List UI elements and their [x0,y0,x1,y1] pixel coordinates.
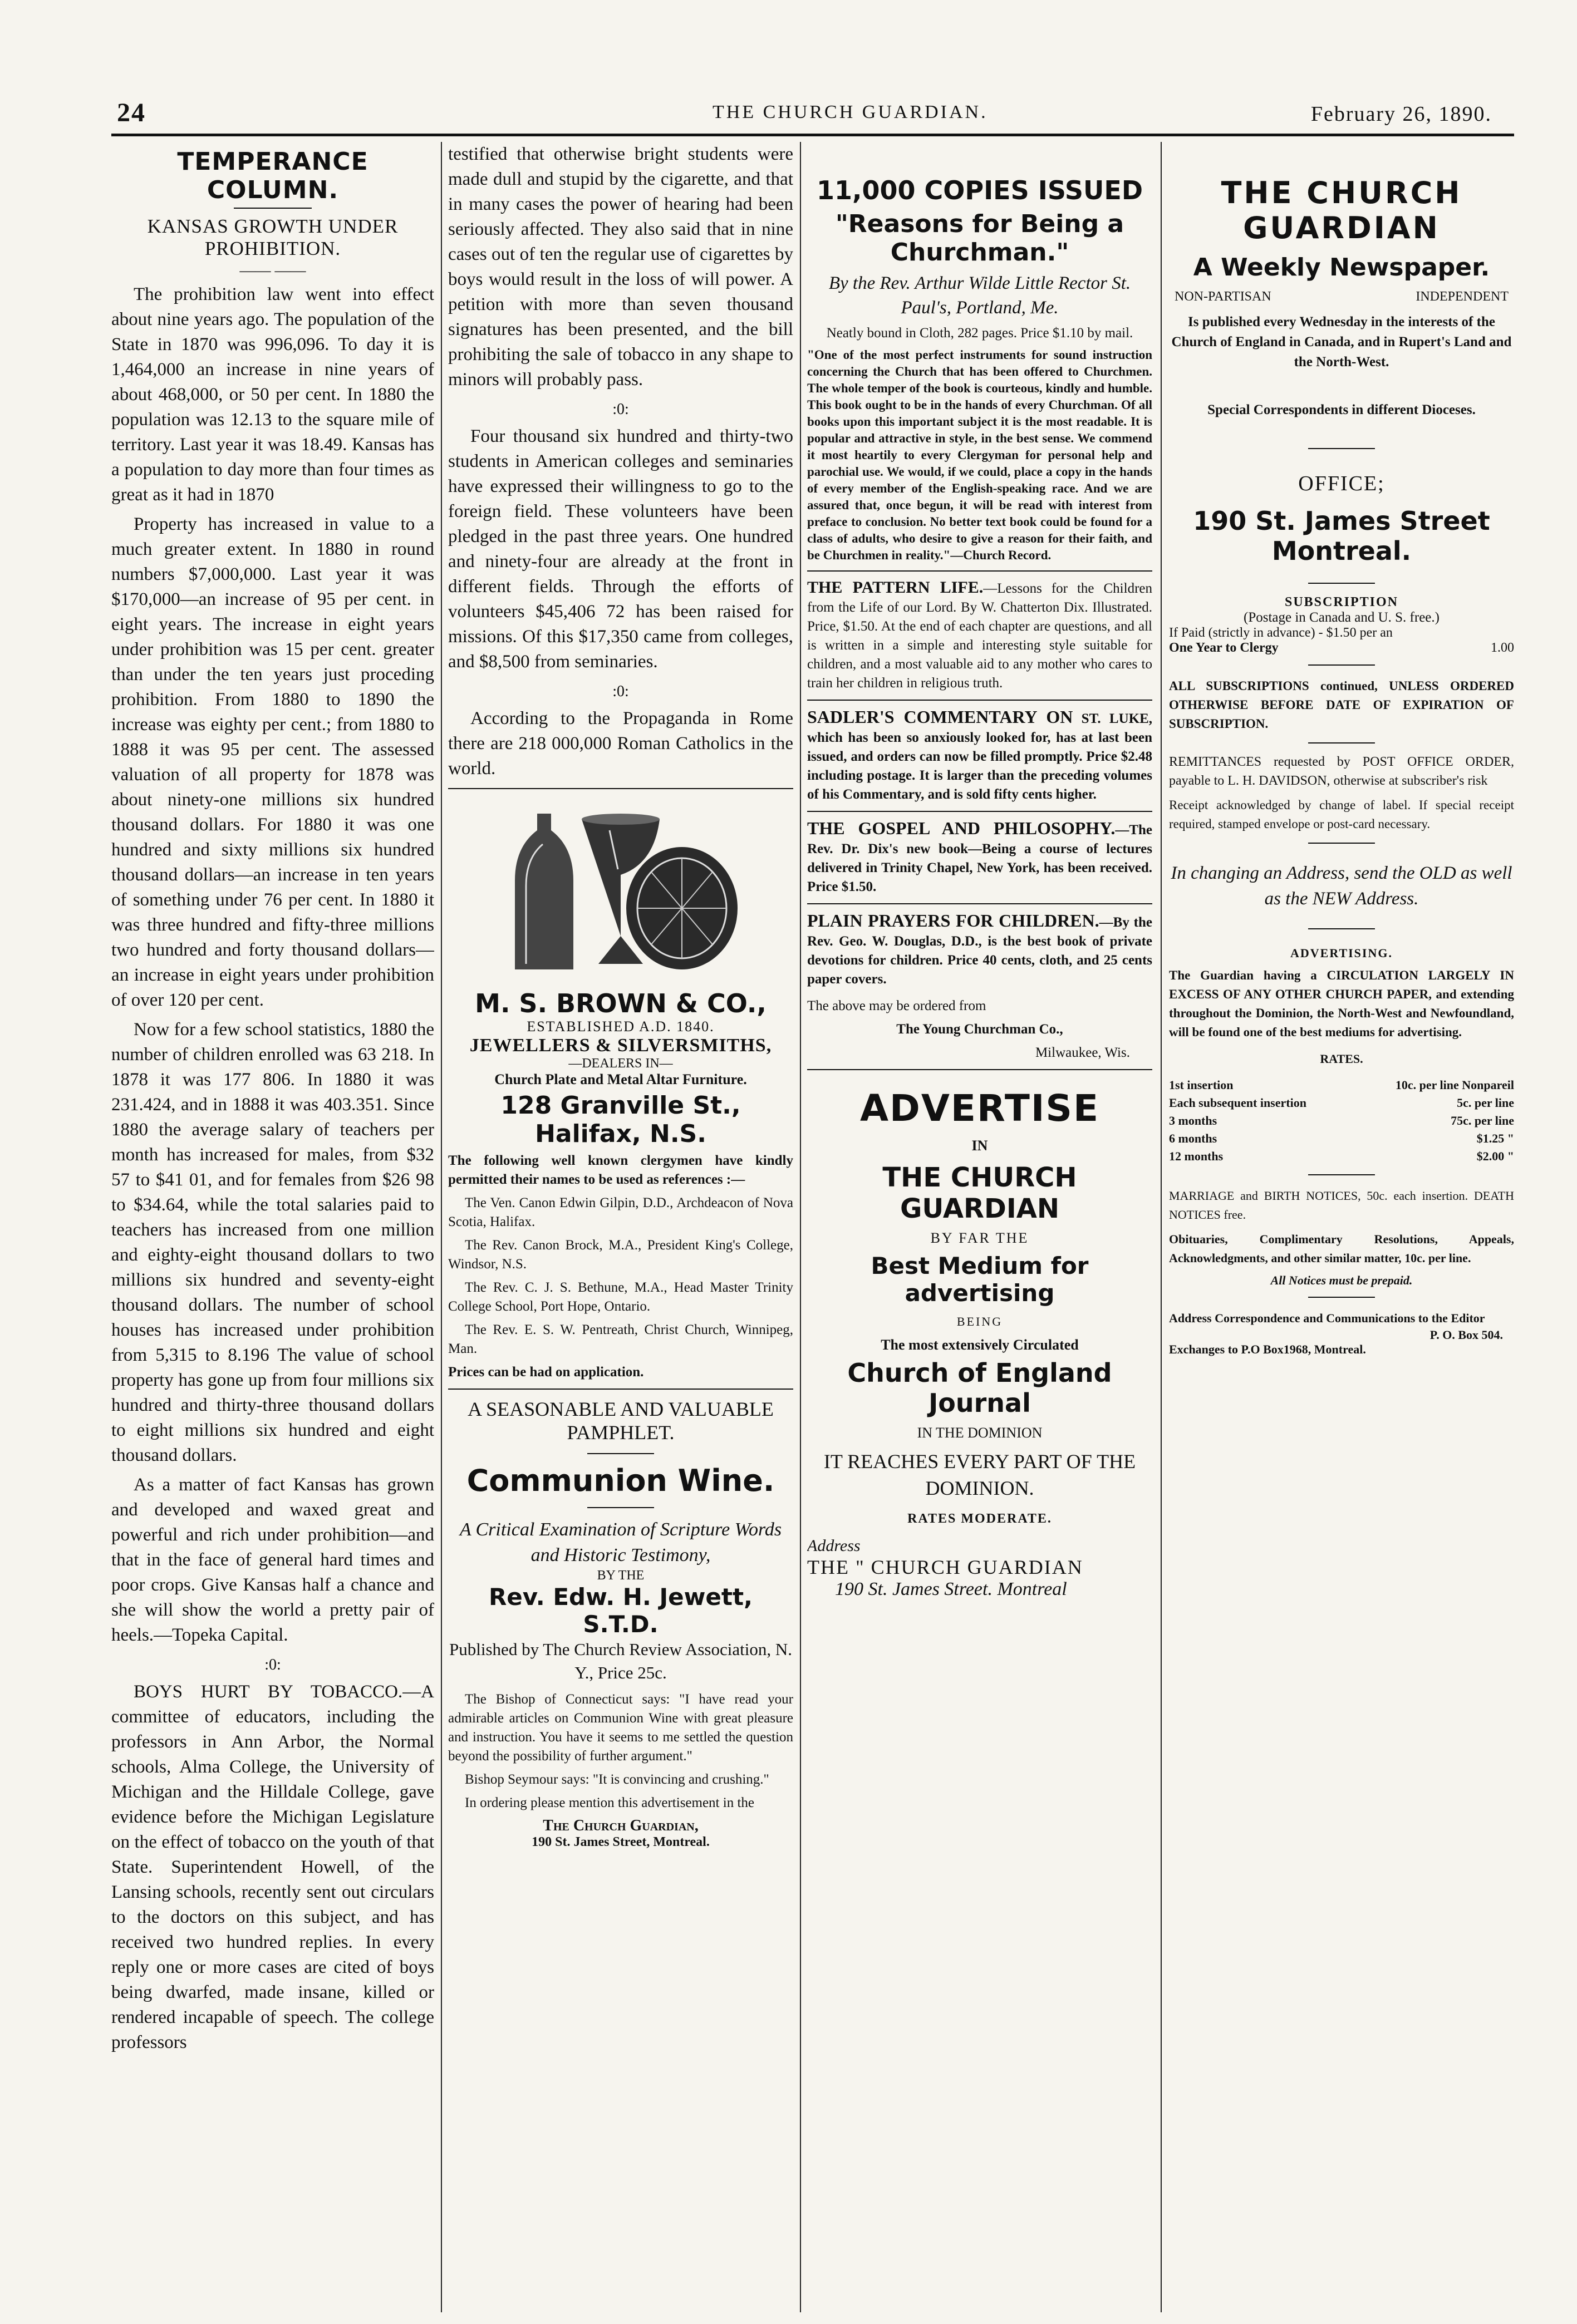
article-paragraph [111,1680,434,2055]
issue-date: February 26, 1890. [1310,102,1492,126]
gospel-title: THE GOSPEL AND PHILOSOPHY. [807,818,1116,838]
rate-label: 6 months [1169,1131,1217,1145]
advertising-text: The Guardian having a CIRCULATION LARGELY IN EXCESS OF ANY OTHER CHURCH PAPER, and extending throughout the Dominion, the North-West and Newfoundland, will be found one of the best mediums for advertising. [1169,968,1514,1039]
order-city: Milwaukee, Wis. [1035,1045,1130,1060]
pamphlet-by: BY THE [597,1568,645,1583]
pamphlet-address: 190 St. James Street, Montreal. [532,1835,710,1849]
rate-price: $2.00 " [1476,1149,1514,1163]
subscription-postage: (Postage in Canada and U. S. free.) [1244,610,1440,625]
obituaries-notice: Obituaries, Complimentary Resolutions, Appeals, Acknowledgments, and other similar matter, 10c. per line. [1169,1232,1514,1265]
remittances-notice: REMITTANCES requested by POST OFFICE ORDER, payable to L. H. DAVIDSON, otherwise at subscriber's risk [1169,755,1514,788]
column-divider [1161,142,1162,2312]
change-address-notice: In changing an Address, send the OLD as well as the NEW Address. [1171,863,1512,909]
advertise-headline: ADVERTISE [859,1087,1100,1130]
ad-established: ESTABLISHED A.D. 1840. [527,1018,715,1035]
rate-price: $1.25 " [1476,1131,1514,1145]
advertise-address-street: 190 St. James Street. Montreal [835,1579,1067,1599]
continued-notice: ALL SUBSCRIPTIONS continued, UNLESS ORDERED OTHERWISE BEFORE DATE OF EXPIRATION OF SUBSCRIPTION. [1169,679,1514,731]
pamphlet-order-note: In ordering please mention this advertisement in the [465,1795,754,1810]
rate-label: 12 months [1169,1149,1224,1163]
rates-heading: RATES. [1320,1052,1363,1066]
page-header [111,97,1536,131]
rate-price: 5c. per line [1457,1096,1514,1110]
po-box: P. O. Box 504. [1429,1328,1503,1342]
ad-reference: The Ven. Canon Edwin Gilpin, D.D., Archdeacon of Nova Scotia, Halifax. [448,1195,793,1229]
order-from: The above may be ordered from [807,998,986,1013]
divider [1308,448,1375,449]
separator: :0: [264,1656,281,1673]
pamphlet-subtitle: A Critical Examination of Scripture Words and Historic Testimony, [459,1519,782,1565]
advertise-paper: THE CHURCH GUARDIAN [882,1162,1077,1224]
book-binding: Neatly bound in Cloth, 282 pages. Price $1.10 by mail. [826,326,1133,341]
advertise-address-paper: THE " CHURCH GUARDIAN [807,1556,1083,1578]
advertise-being: BEING [956,1314,1003,1328]
rate-price: 75c. per line [1451,1114,1514,1127]
sadler-title: SADLER'S COMMENTARY ON [807,707,1073,727]
advertise-best-medium: Best Medium for advertising [871,1252,1089,1307]
advertise-reaches: IT REACHES EVERY PART OF THE DOMINION. [823,1450,1136,1499]
advertise-circulated: The most extensively Circulated [881,1337,1079,1353]
divider [1308,1174,1375,1175]
paper-stance [1175,289,1509,304]
divider [807,700,1152,701]
advertise-journal: Church of England Journal [847,1358,1112,1418]
book-author: By the Rev. Arthur Wilde Little Rector St. Paul's, Portland, Me. [828,273,1131,318]
ad-prices: Prices can be had on application. [448,1365,644,1380]
pamphlet-author: Rev. Edw. H. Jewett, S.T.D. [488,1583,753,1638]
ad-dealers: —DEALERS IN— [568,1056,673,1071]
advertise-address-label: Address [807,1537,861,1555]
article-paragraph: As a matter of fact Kansas has grown and developed and waxed great and powerful and rich under prohibition—and that in the face of general hard times and poor crops. Give Kansas half a chance and she will show the world a pretty pair of heels.—Topeka Capital. [111,1475,434,1645]
header-rule [111,134,1514,136]
subscription-clergy [1169,641,1514,656]
column-temperance [111,142,434,2318]
pattern-title: THE PATTERN LIFE. [807,578,984,597]
receipt-notice: Receipt acknowledged by change of label. If special receipt required, stamped envelope or post-card necessary. [1169,798,1514,831]
paper-correspondents: Special Correspondents in different Dioceses. [1207,402,1476,417]
advertise-by-far: BY FAR THE [930,1230,1029,1246]
rate-label: Each subsequent insertion [1169,1096,1306,1110]
ad-reference: The Rev. C. J. S. Bethune, M.A., Head Master Trinity College School, Port Hope, Ontario. [448,1280,793,1314]
pamphlet-publisher: Published by The Church Review Association, N. Y., Price 25c. [449,1639,792,1682]
pamphlet-headline: Communion Wine. [466,1463,775,1498]
article-paragraph: Four thousand six hundred and thirty-two students in American colleges and seminaries have expressed their willingness to go to the foreign field. These volunteers have been pledged in the past three years. One hundred and ninety-four are already at the front in different fields. Through the efforts of volunteers $45,406 72 has been raised for missions. Of this $17,350 came from colleges, and $8,500 from seminaries. [448,426,793,672]
divider [1308,742,1375,744]
article-paragraph: Now for a few school statistics, 1880 the number of children enrolled was 63 218. In 1878 it was 177 806. In 1880 it was 231.424, and in 1888 it was 403.351. Since 1880 the average salary of teachers per month has increased for males, from $32 57 to $41 01, and for females from $26 98 to $34.64, while the total salaries paid to teachers has increased from one million and eighty-eight thousand dollars to two millions six hundred and seventy-eight thousand dollars. The number of school houses has increased under prohibition from 5,315 to 8.196 The value of school property has gone up from four millions six hundred and thirty-three thousand dollars to eight millions six hundred and eight thousand dollars. [111,1020,434,1465]
ad-address: 128 Granville St., Halifax, N.S. [500,1091,741,1148]
rate-price: 10c. per line Nonpareil [1395,1078,1514,1092]
divider [1308,928,1375,929]
pamphlet-testimonial: Bishop Seymour says: "It is convincing and crushing." [465,1772,769,1787]
column-two [448,142,793,2318]
divider [587,1453,654,1454]
pamphlet-title: A SEASONABLE AND VALUABLE PAMPHLET. [468,1398,774,1444]
pattern-text: —Lessons for the Children from the Life of our Lord. By W. Chatterton Dix. Illustrated. Price, $1.50. At the end of each chapter are questions, and all is written in a simple and interesting style suitable for children, and a most valuable aid to any mother who cares to train her children in religious truth. [807,581,1152,691]
column-four [1169,142,1514,2318]
copies-issued: 11,000 COPIES ISSUED [816,175,1143,205]
column-divider [800,142,801,2312]
article-paragraph: Property has increased in value to a much greater extent. In 1880 in round numbers $7,000,000. Last year it was $170,000—an increase of 95 per cent. in eight years. The increase in eight years under prohibition was 15 per cent. greater than under the ten years just proceding prohibition. From 1880 to 1890 the increase was eighty per cent.; from 1880 to 1888 it was 95 per cent. The assessed valuation of all property for 1878 was about ninety-one millions six hundred thousand dollars. For 1880 it was one hundred and sixty millions six hundred thousand dollars—an increase in ten years of something under 76 per cent. In 1880 it was three hundred and fifty-three millions two hundred and forty thousand dollars—an increase in eight years under prohibition of over 120 per cent. [111,514,434,1010]
divider [448,788,793,789]
marriage-notices: MARRIAGE and BIRTH NOTICES, 50c. each insertion. DEATH NOTICES free. [1169,1189,1514,1222]
office-address: 190 St. James Street Montreal. [1193,506,1490,566]
rate-row [1169,1112,1514,1130]
pamphlet-paper: The Church Guardian, [543,1817,699,1834]
rates-table [1169,1076,1514,1165]
paper-title: THE CHURCH GUARDIAN [1221,175,1462,245]
divider [234,208,312,209]
divider [807,903,1152,904]
separator: :0: [612,683,629,700]
pamphlet-testimonial: The Bishop of Connecticut says: "I have read your admirable articles on Communion Wine with great pleasure and instruction. You have it seems to me settled the question beyond the possibility of further argument." [448,1692,793,1764]
book-review: "One of the most perfect instruments for sound instruction concerning the Church that has been offered to Churchmen. The whole temper of the book is courteous, kindly and humble. This book ought to be in the hands of every Churchman. Of all books upon this important subject it is the most readable. It is popular and attractive in style, in the best sense. We commend it most heartily to every Clergyman for personal help and parochial use. We would, if we could, place a copy in the hands of every member of the English-speaking race. And we are assured that, once begun, it will be read with interest from preface to conclusion. No better text book could be found for a class of adults, who desire to give a reason for their faith, and be Churchmen in reality."—Church Record. [807,348,1152,562]
rate-row [1169,1076,1514,1094]
gospel-text: —The Rev. Dr. Dix's new book—Being a course of lectures delivered in Trinity Chapel, New York, has been received. Price $1.50. [807,823,1152,894]
subscription-price: If Paid (strictly in advance) - $1.50 per an [1169,626,1393,640]
advertise-in: IN [971,1138,988,1154]
separator: :0: [612,401,629,418]
ad-reference: The Rev. Canon Brock, M.A., President King's College, Windsor, N.S. [448,1238,793,1272]
article-text: —A committee of educators, including the professors in Ann Arbor, the Normal schools, Alma College, the University of Michigan and the Hilldale College, gave evidence before the Michigan Legislature on the effect of tobacco on the youth of that State. Superintendent Howell, of the Lansing schools, recently sent out circulars to the doctors on this subject, and has received two hundred replies. In every reply one or more cases are cited of boys being dwarfed, made insane, killed or rendered incapable of speech. The college professors [111,1682,434,2052]
rate-label: 1st insertion [1169,1078,1234,1092]
column-three [807,142,1152,2318]
exchanges-notice: Exchanges to P.O Box1968, Montreal. [1169,1342,1366,1356]
rate-row [1169,1094,1514,1112]
article-paragraph: The prohibition law went into effect about nine years ago. The population of the State in 1870 was 996,096. To day it is 1,464,000 an increase in nine years of about 468,000, or 50 per cent. In 1880 the population was 12.13 to the square mile of territory. Last year it was 18.49. Kansas has a population to day more than four times as great as it had in 1870 [111,284,434,505]
order-company: The Young Churchman Co., [896,1022,1063,1037]
subscription-heading: SUBSCRIPTION [1284,595,1399,609]
subscription-clergy-price: 1.00 [1491,641,1514,655]
independent: INDEPENDENT [1416,289,1509,304]
divider [1308,1297,1375,1298]
rate-row [1169,1130,1514,1148]
office-label: OFFICE; [1298,472,1385,495]
article-paragraph: testified that otherwise bright students were made dull and stupid by the cigarette, and that in many cases the power of hearing had been seriously affected. They also said that in nine cases out of ten the regular use of cigarettes by boys would result in the loss of will power. A petition with more than seven thousand signatures has been presented, and the bill prohibiting the sale of tobacco in any shape to minors will probably pass. [448,144,793,390]
divider [1308,583,1375,584]
prepaid-notice: All Notices must be prepaid. [1270,1273,1413,1287]
advertising-heading: ADVERTISING. [1290,946,1393,960]
ad-firm-name: M. S. BROWN & CO., [475,988,767,1018]
article-paragraph: According to the Propaganda in Rome there are 218 000,000 Roman Catholics in the world. [448,708,793,779]
advertise-dominion: IN THE DOMINION [917,1425,1043,1441]
sadler-text: ST. LUKE, which has been so anxiously looked for, has at last been issued, and orders can now be filled promptly. Price $2.48 including postage. It is larger than the preceding volumes of his Commentary, and is sold fifty cents higher. [807,711,1152,802]
article-lead: BOYS HURT BY TOBACCO. [134,1682,403,1702]
prayers-title: PLAIN PRAYERS FOR CHILDREN. [807,910,1099,930]
divider [807,570,1152,572]
divider [807,1069,1152,1070]
paper-published: Is published every Wednesday in the interests of the Church of England in Canada, and in Rupert's Land and the North-West. [1171,314,1512,370]
ad-goods: Church Plate and Metal Altar Furniture. [494,1071,747,1087]
divider [448,1389,793,1390]
divider [587,1507,654,1508]
address-correspondence: Address Correspondence and Communications to the Editor [1169,1311,1485,1325]
non-partisan: NON-PARTISAN [1175,289,1271,304]
rate-label: 3 months [1169,1114,1217,1127]
ad-refs-intro: The following well known clergymen have kindly permitted their names to be used as references :— [448,1153,793,1187]
subscription-clergy-label: One Year to Clergy [1169,641,1279,655]
page-number: 24 [117,98,146,127]
advertise-rates: RATES MODERATE. [907,1511,1052,1526]
article-title: KANSAS GROWTH UNDER PROHIBITION. [147,215,399,259]
paper-weekly: A Weekly Newspaper. [1193,253,1490,282]
divider [1308,664,1375,666]
masthead: THE CHURCH GUARDIAN. [713,102,988,122]
column-divider [441,142,442,2312]
divider [1308,843,1375,844]
ad-trade: JEWELLERS & SILVERSMITHS, [469,1035,772,1056]
book-title: "Reasons for Being a Churchman." [835,210,1124,267]
section-title: TEMPERANCE COLUMN. [177,147,369,204]
divider: —— —— [239,262,306,279]
chalice-and-plate-illustration [498,797,743,981]
ad-reference: The Rev. E. S. W. Pentreath, Christ Church, Winnipeg, Man. [448,1322,793,1356]
rate-row [1169,1148,1514,1165]
prayers-text: —By the Rev. Geo. W. Douglas, D.D., is the best book of private devotions for children. Price 40 cents, cloth, and 25 cents paper covers. [807,915,1152,987]
divider [807,811,1152,812]
